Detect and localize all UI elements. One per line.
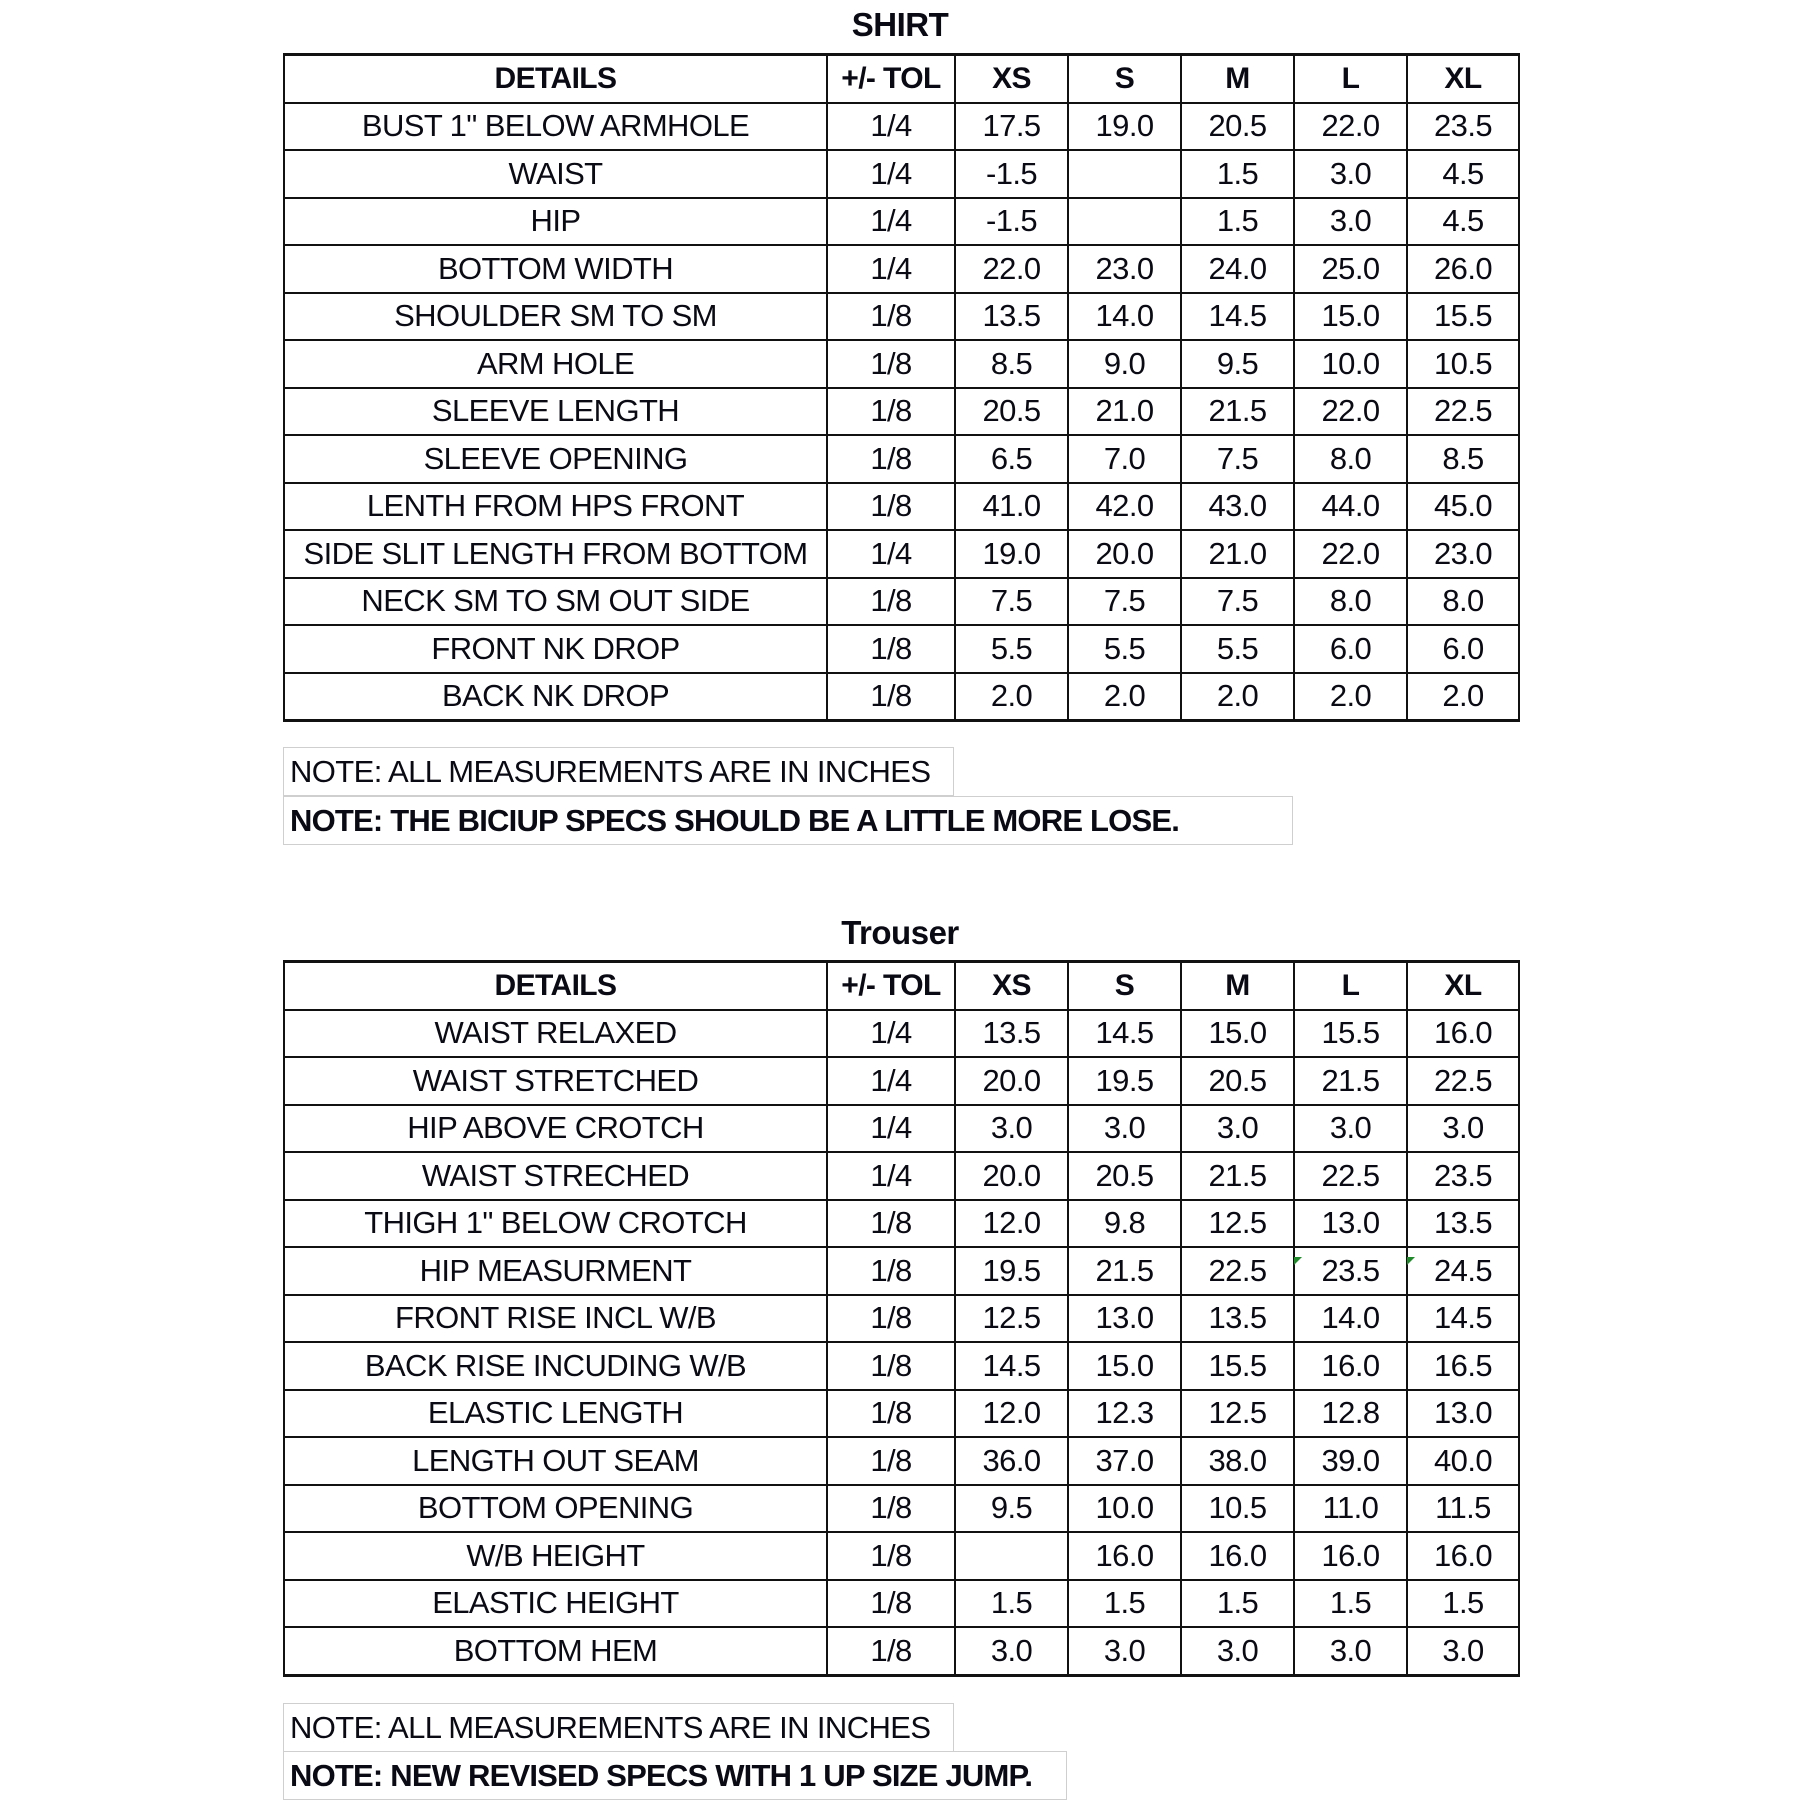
size-value-xs: 19.5 bbox=[955, 1247, 1068, 1295]
size-value-xl: 11.5 bbox=[1407, 1485, 1519, 1533]
size-value-xl: 14.5 bbox=[1407, 1295, 1519, 1343]
size-value-l: 2.0 bbox=[1294, 673, 1407, 721]
cell-comment-indicator-icon[interactable] bbox=[1294, 1257, 1302, 1265]
table-row bbox=[284, 388, 1519, 436]
size-value-xs: 9.5 bbox=[955, 1485, 1068, 1533]
size-value-xl: 22.5 bbox=[1407, 388, 1519, 436]
size-value-xl: 13.5 bbox=[1407, 1200, 1519, 1248]
size-value-s: 19.5 bbox=[1068, 1057, 1181, 1105]
column-header-s: S bbox=[1068, 962, 1181, 1010]
size-value-xl: 3.0 bbox=[1407, 1105, 1519, 1153]
size-value-l: 22.5 bbox=[1294, 1152, 1407, 1200]
size-value-l: 44.0 bbox=[1294, 483, 1407, 531]
size-value-xs: 20.5 bbox=[955, 388, 1068, 436]
measurement-label: WAIST RELAXED bbox=[284, 1010, 827, 1058]
table-row bbox=[284, 1295, 1519, 1343]
size-value-xl: 4.5 bbox=[1407, 150, 1519, 198]
size-value-s: 9.0 bbox=[1068, 340, 1181, 388]
size-value-l: 16.0 bbox=[1294, 1532, 1407, 1580]
size-value-m: 43.0 bbox=[1181, 483, 1294, 531]
size-value-xl: 13.0 bbox=[1407, 1390, 1519, 1438]
trouser-note-extra: NOTE: NEW REVISED SPECS WITH 1 UP SIZE JUMP. bbox=[283, 1751, 1067, 1800]
size-value-l: 21.5 bbox=[1294, 1057, 1407, 1105]
tolerance-cell: 1/4 bbox=[827, 150, 955, 198]
measurement-label: BOTTOM OPENING bbox=[284, 1485, 827, 1533]
size-value-xl: 16.5 bbox=[1407, 1342, 1519, 1390]
column-header-l: L bbox=[1294, 962, 1407, 1010]
column-header-details: DETAILS bbox=[284, 55, 827, 103]
tolerance-cell: 1/8 bbox=[827, 340, 955, 388]
size-value-xl: 40.0 bbox=[1407, 1437, 1519, 1485]
size-value-l: 6.0 bbox=[1294, 625, 1407, 673]
tolerance-cell: 1/8 bbox=[827, 1200, 955, 1248]
size-value-xl: 8.0 bbox=[1407, 578, 1519, 626]
size-value-xs: 1.5 bbox=[955, 1580, 1068, 1628]
measurement-label: BOTTOM WIDTH bbox=[284, 245, 827, 293]
table-row bbox=[284, 625, 1519, 673]
size-value-l: 11.0 bbox=[1294, 1485, 1407, 1533]
size-value-xl: 22.5 bbox=[1407, 1057, 1519, 1105]
size-value-m: 13.5 bbox=[1181, 1295, 1294, 1343]
measurement-label: LENTH FROM HPS FRONT bbox=[284, 483, 827, 531]
measurement-label: FRONT RISE INCL W/B bbox=[284, 1295, 827, 1343]
table-row bbox=[284, 483, 1519, 531]
size-value-l: 12.8 bbox=[1294, 1390, 1407, 1438]
table-row bbox=[284, 1105, 1519, 1153]
tolerance-cell: 1/8 bbox=[827, 1247, 955, 1295]
tolerance-cell: 1/8 bbox=[827, 1390, 955, 1438]
size-value-l: 22.0 bbox=[1294, 530, 1407, 578]
size-value-s: 20.5 bbox=[1068, 1152, 1181, 1200]
tolerance-cell: 1/4 bbox=[827, 1057, 955, 1105]
size-value-l: 15.5 bbox=[1294, 1010, 1407, 1058]
size-value-m: 1.5 bbox=[1181, 1580, 1294, 1628]
size-value-xl: 23.0 bbox=[1407, 530, 1519, 578]
shirt-table-body bbox=[284, 55, 1519, 721]
size-value-m: 38.0 bbox=[1181, 1437, 1294, 1485]
cell-comment-indicator-icon[interactable] bbox=[1407, 1257, 1415, 1265]
table-row bbox=[284, 1485, 1519, 1533]
table-row bbox=[284, 1200, 1519, 1248]
size-value-s bbox=[1068, 198, 1181, 246]
size-value-xs: 5.5 bbox=[955, 625, 1068, 673]
size-value-m: 1.5 bbox=[1181, 198, 1294, 246]
column-header-s: S bbox=[1068, 55, 1181, 103]
size-value-xs: 3.0 bbox=[955, 1105, 1068, 1153]
measurement-label: SLEEVE LENGTH bbox=[284, 388, 827, 436]
size-value-m: 7.5 bbox=[1181, 435, 1294, 483]
column-header-m: M bbox=[1181, 55, 1294, 103]
table-row bbox=[284, 1627, 1519, 1675]
size-value-xs: 12.0 bbox=[955, 1200, 1068, 1248]
tolerance-cell: 1/8 bbox=[827, 1342, 955, 1390]
size-value-xl: 23.5 bbox=[1407, 103, 1519, 151]
size-value-m: 20.5 bbox=[1181, 1057, 1294, 1105]
size-value-s: 1.5 bbox=[1068, 1580, 1181, 1628]
table-row bbox=[284, 293, 1519, 341]
size-value-m: 5.5 bbox=[1181, 625, 1294, 673]
header-row bbox=[284, 962, 1519, 1010]
tolerance-cell: 1/8 bbox=[827, 388, 955, 436]
size-value-l: 13.0 bbox=[1294, 1200, 1407, 1248]
column-header-xs: XS bbox=[955, 55, 1068, 103]
size-value-xs: 8.5 bbox=[955, 340, 1068, 388]
size-value-xs: 20.0 bbox=[955, 1057, 1068, 1105]
trouser-note-units: NOTE: ALL MEASUREMENTS ARE IN INCHES bbox=[283, 1703, 954, 1752]
table-row bbox=[284, 673, 1519, 721]
size-value-xs: 13.5 bbox=[955, 1010, 1068, 1058]
tolerance-cell: 1/8 bbox=[827, 293, 955, 341]
measurement-label: WAIST STRECHED bbox=[284, 1152, 827, 1200]
shirt-spec-table bbox=[283, 53, 1520, 722]
measurement-label: SIDE SLIT LENGTH FROM BOTTOM bbox=[284, 530, 827, 578]
measurement-label: BUST 1" BELOW ARMHOLE bbox=[284, 103, 827, 151]
size-value-m: 15.0 bbox=[1181, 1010, 1294, 1058]
size-value-s: 14.5 bbox=[1068, 1010, 1181, 1058]
measurement-label: FRONT NK DROP bbox=[284, 625, 827, 673]
measurement-label: NECK SM TO SM OUT SIDE bbox=[284, 578, 827, 626]
size-value-m: 20.5 bbox=[1181, 103, 1294, 151]
size-value-s: 10.0 bbox=[1068, 1485, 1181, 1533]
size-value-s: 13.0 bbox=[1068, 1295, 1181, 1343]
measurement-label: ELASTIC LENGTH bbox=[284, 1390, 827, 1438]
size-value-xs: 17.5 bbox=[955, 103, 1068, 151]
column-header-xl: XL bbox=[1407, 55, 1519, 103]
tolerance-cell: 1/4 bbox=[827, 1105, 955, 1153]
size-value-xs: 36.0 bbox=[955, 1437, 1068, 1485]
size-value-s: 20.0 bbox=[1068, 530, 1181, 578]
size-value-xl: 2.0 bbox=[1407, 673, 1519, 721]
tolerance-cell: 1/4 bbox=[827, 245, 955, 293]
tolerance-cell: 1/8 bbox=[827, 1485, 955, 1533]
size-value-xl: 6.0 bbox=[1407, 625, 1519, 673]
table-row bbox=[284, 1010, 1519, 1058]
size-value-s: 14.0 bbox=[1068, 293, 1181, 341]
size-value-m: 16.0 bbox=[1181, 1532, 1294, 1580]
table-row bbox=[284, 1342, 1519, 1390]
size-value-m: 12.5 bbox=[1181, 1390, 1294, 1438]
size-value-xs: 14.5 bbox=[955, 1342, 1068, 1390]
size-value-xs: -1.5 bbox=[955, 150, 1068, 198]
header-row bbox=[284, 55, 1519, 103]
measurement-label: THIGH 1" BELOW CROTCH bbox=[284, 1200, 827, 1248]
table-row bbox=[284, 1152, 1519, 1200]
trouser-spec-table bbox=[283, 960, 1520, 1677]
column-header-details: DETAILS bbox=[284, 962, 827, 1010]
measurement-label: SHOULDER SM TO SM bbox=[284, 293, 827, 341]
size-value-xs: 13.5 bbox=[955, 293, 1068, 341]
size-value-m: 10.5 bbox=[1181, 1485, 1294, 1533]
tolerance-cell: 1/4 bbox=[827, 1152, 955, 1200]
size-value-l: 25.0 bbox=[1294, 245, 1407, 293]
size-value-xs: 7.5 bbox=[955, 578, 1068, 626]
size-value-l: 3.0 bbox=[1294, 1627, 1407, 1675]
table-row bbox=[284, 198, 1519, 246]
size-value-s: 42.0 bbox=[1068, 483, 1181, 531]
table-row bbox=[284, 340, 1519, 388]
size-value-xs: 2.0 bbox=[955, 673, 1068, 721]
size-value-m: 1.5 bbox=[1181, 150, 1294, 198]
size-value-m: 7.5 bbox=[1181, 578, 1294, 626]
tolerance-cell: 1/4 bbox=[827, 103, 955, 151]
measurement-label: WAIST bbox=[284, 150, 827, 198]
table-row bbox=[284, 1580, 1519, 1628]
size-value-l: 8.0 bbox=[1294, 578, 1407, 626]
column-header-xs: XS bbox=[955, 962, 1068, 1010]
shirt-note-units: NOTE: ALL MEASUREMENTS ARE IN INCHES bbox=[283, 747, 954, 796]
column-header-m: M bbox=[1181, 962, 1294, 1010]
size-value-xl: 10.5 bbox=[1407, 340, 1519, 388]
size-value-m: 9.5 bbox=[1181, 340, 1294, 388]
table-row bbox=[284, 1532, 1519, 1580]
size-value-l: 3.0 bbox=[1294, 150, 1407, 198]
size-value-s: 7.5 bbox=[1068, 578, 1181, 626]
size-value-l: 1.5 bbox=[1294, 1580, 1407, 1628]
column-header-l: L bbox=[1294, 55, 1407, 103]
size-value-s: 12.3 bbox=[1068, 1390, 1181, 1438]
tolerance-cell: 1/8 bbox=[827, 1532, 955, 1580]
size-value-xl: 15.5 bbox=[1407, 293, 1519, 341]
table-row bbox=[284, 530, 1519, 578]
measurement-label: ARM HOLE bbox=[284, 340, 827, 388]
size-value-s: 7.0 bbox=[1068, 435, 1181, 483]
tolerance-cell: 1/8 bbox=[827, 1295, 955, 1343]
table-row bbox=[284, 435, 1519, 483]
size-value-xl: 24.5 bbox=[1407, 1247, 1519, 1295]
table-row bbox=[284, 1390, 1519, 1438]
measurement-label: W/B HEIGHT bbox=[284, 1532, 827, 1580]
size-value-xl: 3.0 bbox=[1407, 1627, 1519, 1675]
tolerance-cell: 1/4 bbox=[827, 198, 955, 246]
measurement-label: BOTTOM HEM bbox=[284, 1627, 827, 1675]
measurement-label: HIP ABOVE CROTCH bbox=[284, 1105, 827, 1153]
size-value-l: 16.0 bbox=[1294, 1342, 1407, 1390]
measurement-label: HIP bbox=[284, 198, 827, 246]
shirt-title: SHIRT bbox=[851, 6, 949, 43]
size-value-xs: -1.5 bbox=[955, 198, 1068, 246]
size-value-l: 23.5 bbox=[1294, 1247, 1407, 1295]
tolerance-cell: 1/8 bbox=[827, 435, 955, 483]
table-row bbox=[284, 150, 1519, 198]
size-value-xl: 16.0 bbox=[1407, 1532, 1519, 1580]
size-value-xs: 6.5 bbox=[955, 435, 1068, 483]
size-value-xl: 1.5 bbox=[1407, 1580, 1519, 1628]
size-value-s: 9.8 bbox=[1068, 1200, 1181, 1248]
size-value-xl: 23.5 bbox=[1407, 1152, 1519, 1200]
size-value-xl: 8.5 bbox=[1407, 435, 1519, 483]
size-value-s bbox=[1068, 150, 1181, 198]
size-value-l: 39.0 bbox=[1294, 1437, 1407, 1485]
size-value-l: 14.0 bbox=[1294, 1295, 1407, 1343]
size-value-xl: 26.0 bbox=[1407, 245, 1519, 293]
column-header-xl: XL bbox=[1407, 962, 1519, 1010]
table-row bbox=[284, 1247, 1519, 1295]
column-header-tolerance: +/- TOL bbox=[827, 55, 955, 103]
size-value-xs: 41.0 bbox=[955, 483, 1068, 531]
size-value-s: 16.0 bbox=[1068, 1532, 1181, 1580]
tolerance-cell: 1/8 bbox=[827, 483, 955, 531]
size-value-m: 15.5 bbox=[1181, 1342, 1294, 1390]
size-value-xs: 12.5 bbox=[955, 1295, 1068, 1343]
measurement-label: BACK NK DROP bbox=[284, 673, 827, 721]
trouser-table-body bbox=[284, 962, 1519, 1676]
tolerance-cell: 1/4 bbox=[827, 1010, 955, 1058]
size-value-xl: 4.5 bbox=[1407, 198, 1519, 246]
tolerance-cell: 1/8 bbox=[827, 1437, 955, 1485]
size-value-xl: 45.0 bbox=[1407, 483, 1519, 531]
size-value-xs: 22.0 bbox=[955, 245, 1068, 293]
measurement-label: HIP MEASURMENT bbox=[284, 1247, 827, 1295]
size-value-s: 21.5 bbox=[1068, 1247, 1181, 1295]
table-row bbox=[284, 1057, 1519, 1105]
column-header-tolerance: +/- TOL bbox=[827, 962, 955, 1010]
size-value-m: 2.0 bbox=[1181, 673, 1294, 721]
size-value-s: 3.0 bbox=[1068, 1627, 1181, 1675]
size-value-xs bbox=[955, 1532, 1068, 1580]
size-value-l: 8.0 bbox=[1294, 435, 1407, 483]
size-value-m: 21.5 bbox=[1181, 388, 1294, 436]
size-value-xs: 12.0 bbox=[955, 1390, 1068, 1438]
size-value-s: 37.0 bbox=[1068, 1437, 1181, 1485]
size-value-l: 22.0 bbox=[1294, 388, 1407, 436]
tolerance-cell: 1/8 bbox=[827, 1627, 955, 1675]
size-value-xs: 19.0 bbox=[955, 530, 1068, 578]
size-value-m: 3.0 bbox=[1181, 1627, 1294, 1675]
tolerance-cell: 1/4 bbox=[827, 530, 955, 578]
trouser-title: Trouser bbox=[841, 914, 959, 951]
measurement-label: WAIST STRETCHED bbox=[284, 1057, 827, 1105]
measurement-label: BACK RISE INCUDING W/B bbox=[284, 1342, 827, 1390]
measurement-label: ELASTIC HEIGHT bbox=[284, 1580, 827, 1628]
tolerance-cell: 1/8 bbox=[827, 673, 955, 721]
size-value-xs: 20.0 bbox=[955, 1152, 1068, 1200]
size-value-l: 22.0 bbox=[1294, 103, 1407, 151]
tolerance-cell: 1/8 bbox=[827, 1580, 955, 1628]
size-value-s: 21.0 bbox=[1068, 388, 1181, 436]
tolerance-cell: 1/8 bbox=[827, 578, 955, 626]
size-value-m: 21.5 bbox=[1181, 1152, 1294, 1200]
measurement-label: SLEEVE OPENING bbox=[284, 435, 827, 483]
size-value-xs: 3.0 bbox=[955, 1627, 1068, 1675]
shirt-note-extra: NOTE: THE BICIUP SPECS SHOULD BE A LITTLE MORE LOSE. bbox=[283, 796, 1293, 845]
measurement-label: LENGTH OUT SEAM bbox=[284, 1437, 827, 1485]
table-row bbox=[284, 103, 1519, 151]
size-value-s: 2.0 bbox=[1068, 673, 1181, 721]
size-value-m: 12.5 bbox=[1181, 1200, 1294, 1248]
size-value-m: 14.5 bbox=[1181, 293, 1294, 341]
size-value-l: 3.0 bbox=[1294, 1105, 1407, 1153]
size-value-l: 10.0 bbox=[1294, 340, 1407, 388]
size-value-m: 21.0 bbox=[1181, 530, 1294, 578]
table-row bbox=[284, 245, 1519, 293]
table-row bbox=[284, 1437, 1519, 1485]
size-value-m: 22.5 bbox=[1181, 1247, 1294, 1295]
size-value-s: 23.0 bbox=[1068, 245, 1181, 293]
size-value-s: 15.0 bbox=[1068, 1342, 1181, 1390]
size-value-s: 5.5 bbox=[1068, 625, 1181, 673]
size-value-xl: 16.0 bbox=[1407, 1010, 1519, 1058]
size-value-m: 3.0 bbox=[1181, 1105, 1294, 1153]
tolerance-cell: 1/8 bbox=[827, 625, 955, 673]
size-value-l: 3.0 bbox=[1294, 198, 1407, 246]
table-row bbox=[284, 578, 1519, 626]
size-value-m: 24.0 bbox=[1181, 245, 1294, 293]
size-value-s: 3.0 bbox=[1068, 1105, 1181, 1153]
size-value-l: 15.0 bbox=[1294, 293, 1407, 341]
size-value-s: 19.0 bbox=[1068, 103, 1181, 151]
